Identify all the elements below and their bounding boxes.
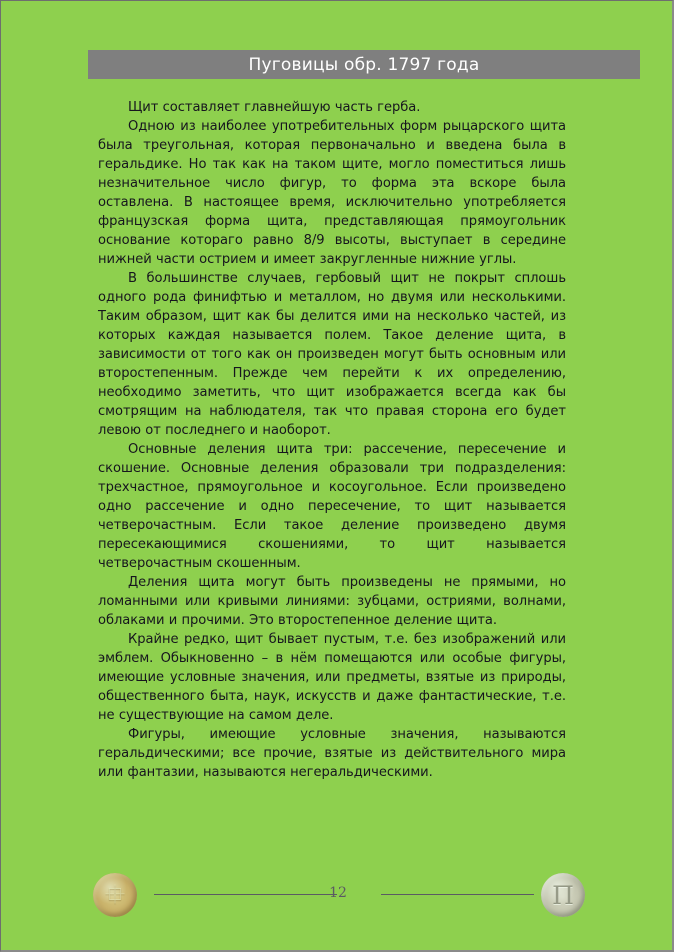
page-footer [1,867,674,929]
eagle-emblem-icon: ⯐ [105,880,125,910]
page-number: 12 [329,885,347,901]
paragraph: В большинстве случаев, гербовый щит не покрыт сплошь одного рода финифтью и металлом, но двумя или несколькими. Таким образом, щит как бы делится ими на несколько частей, из которых каждая называется полем. Такое деление щита, в зависимости от того как он произведен могут быть основным или второстепенным. Прежде чем перейти к их определению, необходимо заметить, что щит изображается всегда как бы смотрящим на наблюдателя, так что правая сторона его будет левою от последнего и наоборот. [98,271,566,438]
page-title: Пуговицы обр. 1797 года [248,54,480,75]
paragraph: Щит составляет главнейшую часть герба. [128,100,421,115]
crowned-monogram-icon: Π [552,880,574,910]
silver-button-coin-icon [541,873,585,917]
footer-rule-right [381,894,534,895]
paragraph: Крайне редко, щит бывает пустым, т.е. без изображений или эмблем. Обыкновенно – в нём помещаются или особые фигуры, имеющие условные значения, или предметы, взятые из природы, общественного быта, наук, искусств и даже фантастические, т.е. не существующие на самом деле. [98,632,566,723]
paragraph: Фигуры, имеющие условные значения, называются геральдическими; все прочие, взятые из действительного мира или фантазии, называются негеральдическими. [98,727,566,780]
document-body [98,98,566,782]
paragraph: Деления щита могут быть произведены не прямыми, но ломанными или кривыми линиями: зубцами, остриями, волнами, облаками и прочими. Это второстепенное деление щита. [98,575,566,628]
paragraph: Основные деления щита три: рассечение, пересечение и скошение. Основные деления образовали три подразделения: трехчастное, прямоугольное и косоугольное. Если произведено одно рассечение и одно пересечение, то щит называется четверочастным. Если такое деление произведено двумя пересекающимися скошениями, то щит называется четверочастным скошенным. [98,442,566,571]
paragraph: Одною из наиболее употребительных форм рыцарского щита была треугольная, которая первоначально и введена была в геральдике. Но так как на таком щите, могло поместиться лишь незначительное число фигур, то форма эта вскоре была оставлена. В настоящее время, исключительно употребляется французская форма щита, представляющая прямоугольник основание котораго равно 8/9 высоты, выступает в середине нижней части острием и имеет закругленные нижние углы. [98,119,566,267]
page-title-banner [88,50,640,79]
